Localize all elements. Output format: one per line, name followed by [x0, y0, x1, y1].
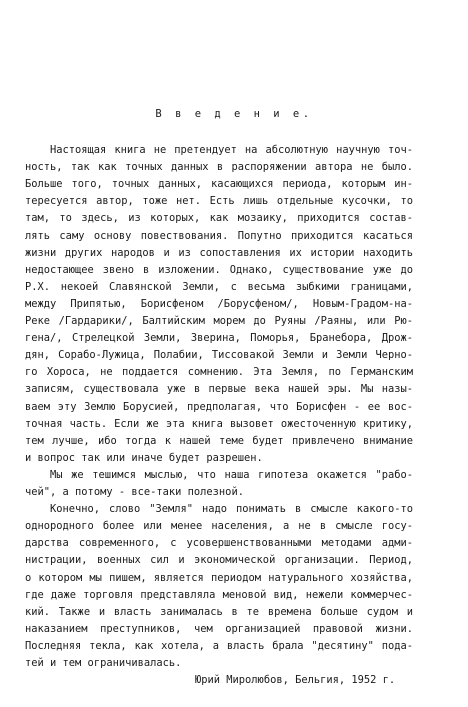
text-line: между Припятью, Борисфеном /Борусфеном/, Новым-Градом-на-: [25, 297, 413, 310]
text-line: го Хороса, не поддается сомнению. Эта Земля, по Германским: [25, 366, 413, 379]
text-line: дарства современного, с усовершенствованными методами адми-: [25, 537, 413, 550]
signature-line: Юрий Миролюбов, Бельгия, 1952 г.: [195, 674, 396, 687]
text-line: жизни других народов и из сопоставления их истории находить: [25, 246, 413, 259]
text-line: Мы же тешимся мыслью, что наша гипотеза окажется "рабо-: [50, 468, 413, 481]
text-line: о котором мы пишем, является периодом натурального хозяйства,: [25, 571, 413, 584]
text-line: дян, Сорабо-Лужица, Полабии, Тиссовакой Земли и Земли Черно-: [25, 349, 413, 362]
document-title: В в е д е н и е.: [155, 108, 313, 120]
text-line: нистрации, военных сил и экономической организации. Период,: [25, 554, 413, 567]
text-line: недостающее звено в изложении. Однако, существование уже до: [25, 263, 413, 276]
text-line: точная часть. Если же эта книга вызовет ожесточенную критику,: [25, 417, 413, 430]
text-line: ваем эту Землю Борусией, предполагая, что Борисфен - ее вос-: [25, 400, 413, 413]
text-line: тересуется автор, тоже нет. Есть лишь отдельные кусочки, то: [25, 195, 413, 208]
text-line: где даже торговля представляла меновой вид, нежели коммерчес-: [25, 588, 413, 601]
text-line: Конечно, слово "Земля" надо понимать в смысле какого-то: [50, 503, 413, 516]
text-line: однородного более или менее населения, а не в смысле госу-: [25, 520, 413, 533]
text-line: ность, так как точных данных в распоряжении автора не было.: [25, 161, 413, 174]
text-line: чей", а потому - все-таки полезной.: [25, 486, 244, 498]
text-line: Р.Х. некоей Славянской Земли, с весьма зыбкими границами,: [25, 280, 413, 293]
text-line: тем лучше, ибо тогда к нашей теме будет привлечено внимание: [25, 434, 413, 447]
text-line: записям, существовала уже в первые века нашей эры. Мы назы-: [25, 383, 413, 396]
text-line: тей и тем ограничивалась.: [25, 657, 182, 669]
text-line: лять саму основу повествования. Попутно приходится касаться: [25, 229, 413, 242]
text-line: и вопрос так или иначе будет разрешен.: [25, 451, 263, 464]
text-line: наказанием преступников, чем организацией правовой жизни.: [25, 622, 413, 635]
text-line: там, то здесь, из которых, как мозаику, приходится состав-: [25, 212, 413, 225]
text-line: кий. Также и власть занималась в те времена больше судом и: [25, 605, 413, 618]
text-line: Настоящая книга не претендует на абсолютную научную точ-: [50, 144, 413, 156]
text-line: Последняя текла, как хотела, а власть брала "десятину" пода-: [25, 639, 413, 652]
text-line: Больше того, точных данных, касающихся периода, которым ин-: [25, 178, 413, 191]
text-line: гена/, Стрелецкой Земли, Зверина, Поморья, Бранебора, Дрож-: [25, 332, 413, 345]
text-line: Реке /Гардарики/, Балтийским морем до Руяны /Раяны, или Рю-: [25, 315, 413, 327]
